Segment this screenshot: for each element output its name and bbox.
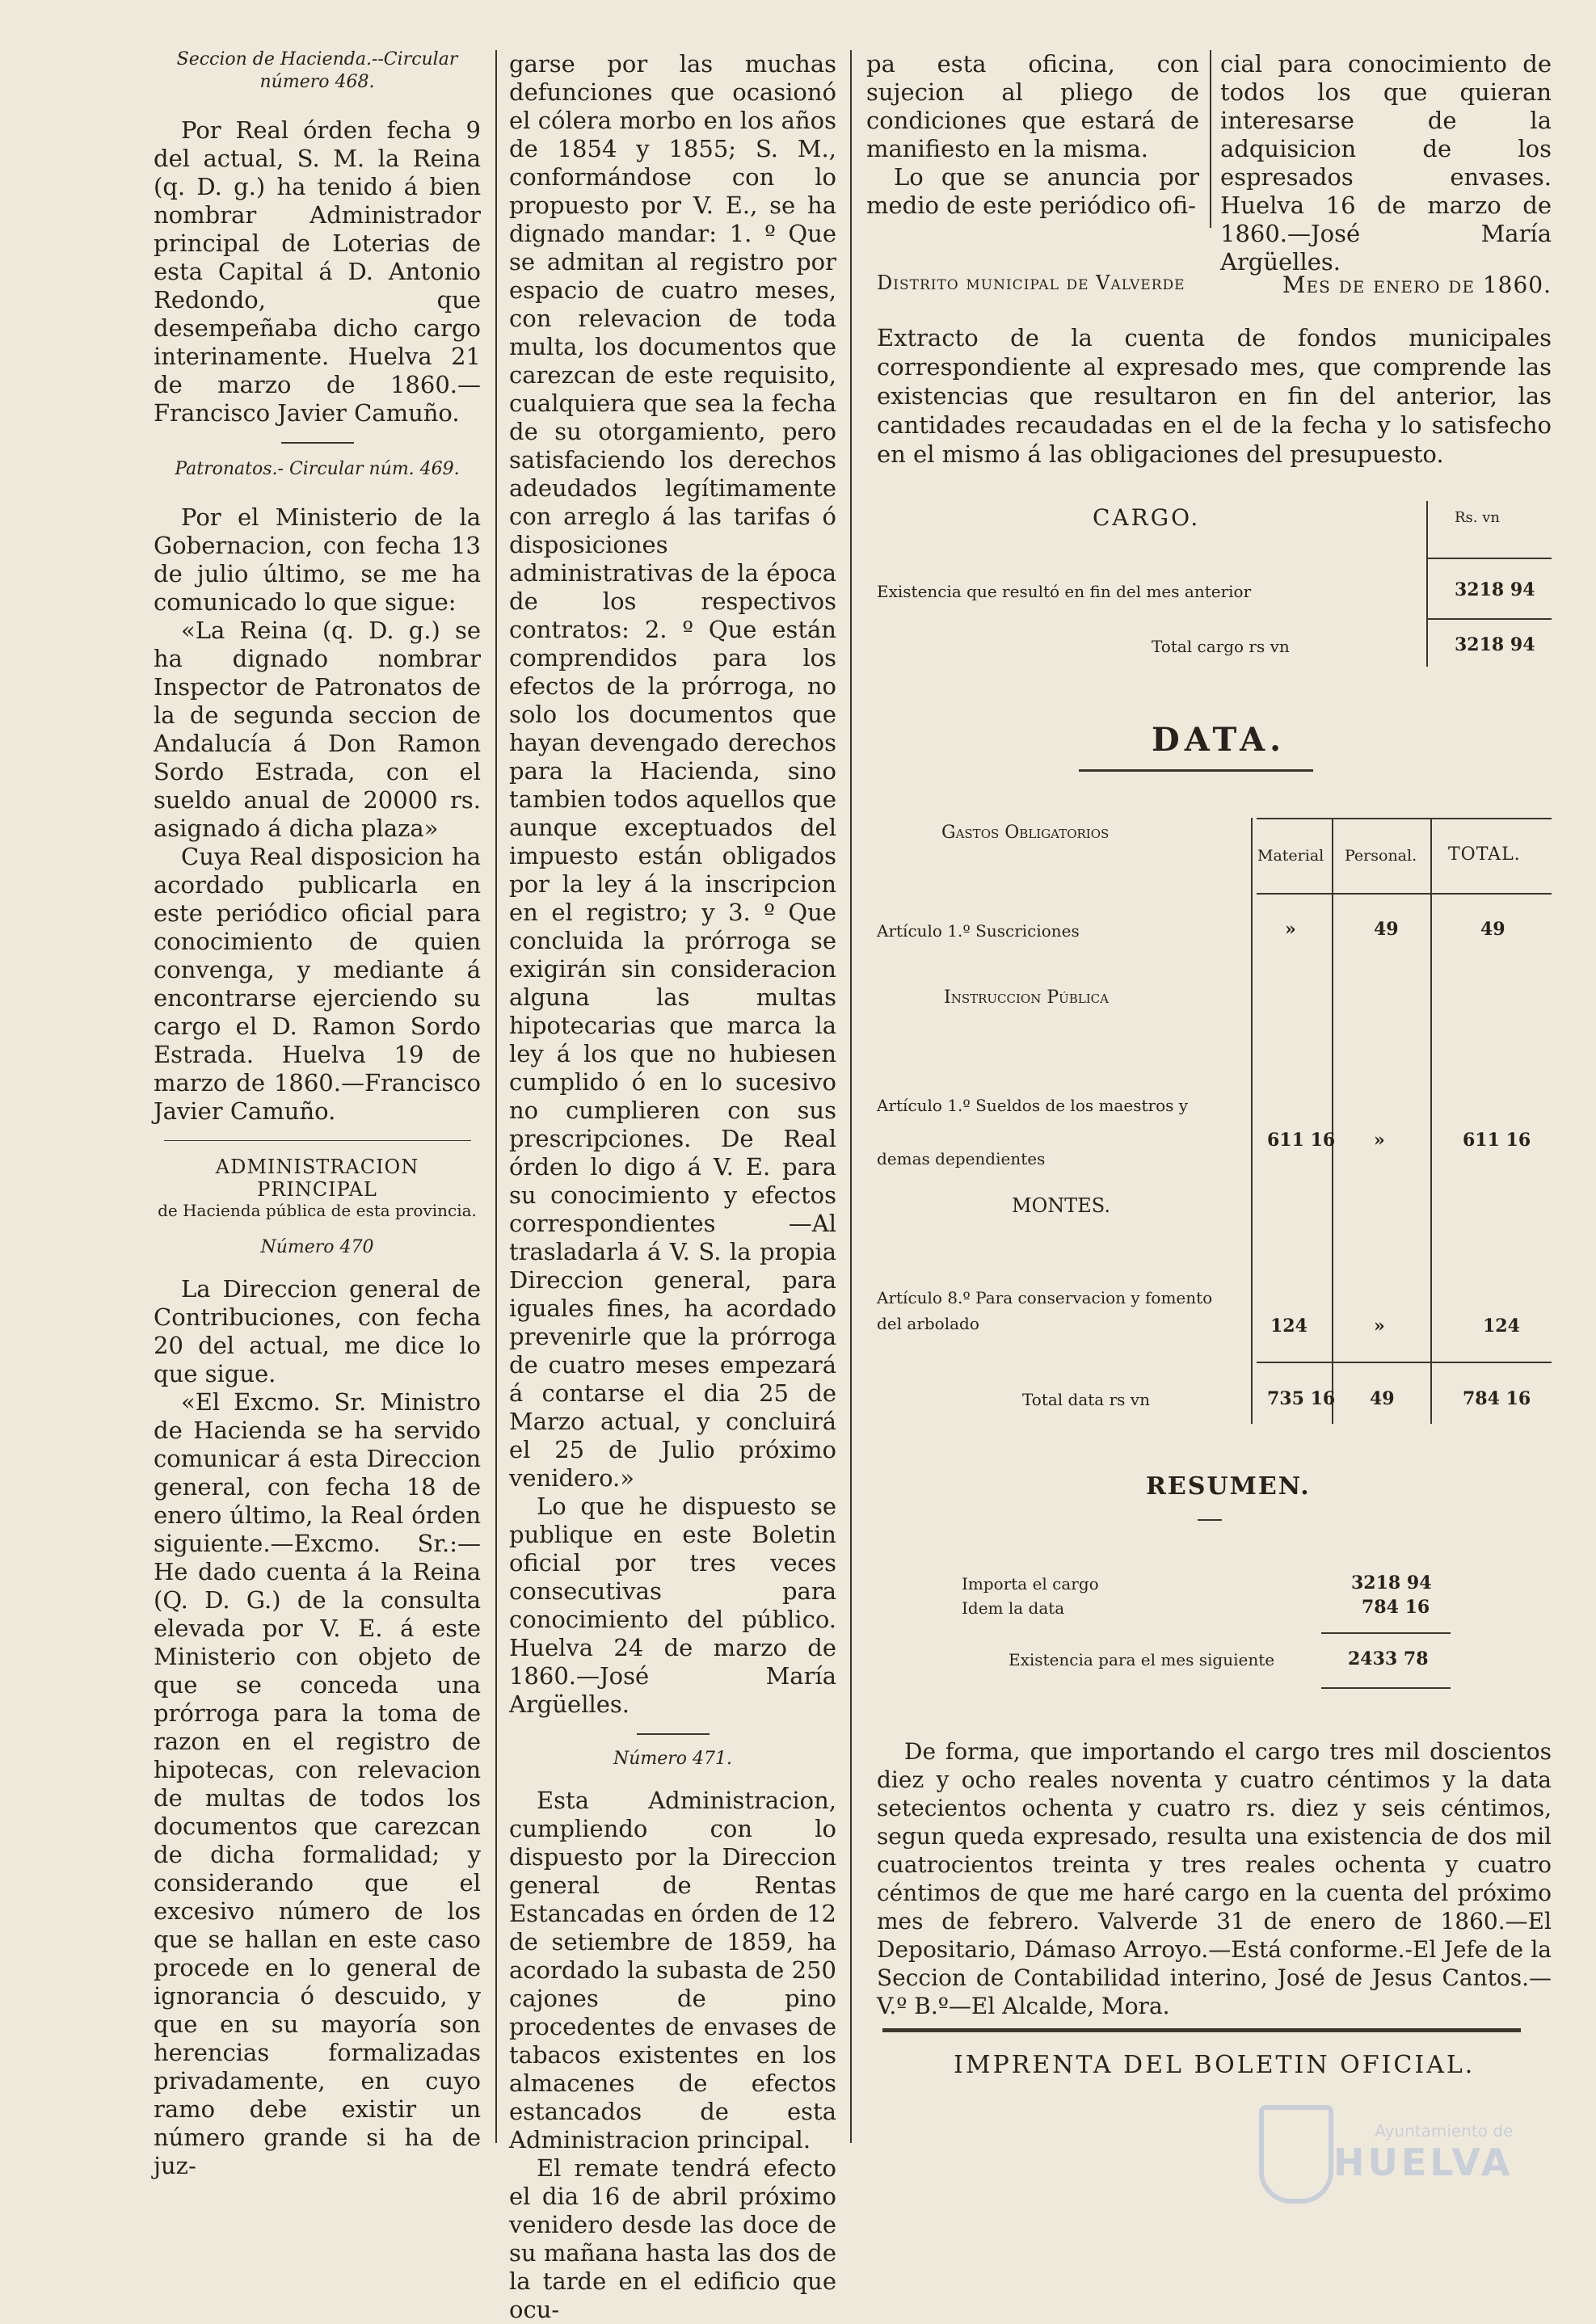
total-header: TOTAL. xyxy=(1448,844,1521,865)
resumen-existencia-label: Existencia para el mes siguiente xyxy=(1009,1650,1275,1669)
shield-icon xyxy=(1259,2105,1333,2204)
ornament-rule xyxy=(1079,769,1313,772)
art1-personal: 49 xyxy=(1374,919,1399,940)
number-470: Número 470 xyxy=(260,1237,374,1257)
data-title: DATA. xyxy=(1152,721,1286,759)
art1-material: » xyxy=(1285,919,1296,940)
table-rule xyxy=(1251,818,1253,1424)
watermark xyxy=(1333,2121,1513,2184)
art1b-label: Artículo 1.º Sueldos de los maestros y demas dependientes xyxy=(877,1096,1189,1168)
table-rule xyxy=(1257,893,1552,895)
cargo-total-value: 3218 94 xyxy=(1455,634,1535,655)
table-rule xyxy=(1426,618,1552,620)
art8-material: 124 xyxy=(1270,1316,1308,1337)
art8-total: 124 xyxy=(1483,1316,1520,1337)
circular-469-header: Patronatos.- Circular núm. 469. xyxy=(175,459,460,479)
circular-469-quote: «La Reina (q. D. g.) se ha dignado nombrar Inspector de Patronatos de la de segunda seccion de Andalucía á Don Ramon Sordo Estrada, con el sueldo anual de 20000 rs. asignado á dicha plaza» xyxy=(154,617,481,842)
cargo-row-label: Existencia que resultó en fin del mes anterior xyxy=(877,582,1252,601)
conclusion-paragraph xyxy=(877,1737,1552,2020)
data-total-total: 784 16 xyxy=(1463,1388,1531,1409)
art1-label: Artículo 1.º Suscriciones xyxy=(877,921,1080,941)
ornament-rule xyxy=(1198,1519,1222,1521)
cargo-title: CARGO. xyxy=(1093,504,1201,531)
district-month: Mes de enero de 1860. xyxy=(1282,272,1552,298)
resumen-existencia-value: 2433 78 xyxy=(1348,1648,1429,1669)
table-rule xyxy=(1257,1362,1552,1363)
resumen-cargo-value: 3218 94 xyxy=(1351,1572,1432,1594)
district-name: Distrito municipal de Valverde xyxy=(877,272,1185,294)
art1b-total: 611 16 xyxy=(1463,1130,1531,1151)
montes-heading: MONTES. xyxy=(1012,1194,1110,1217)
number-470-quote: «El Excmo. Sr. Ministro de Hacienda se ha servido comunicar á esta Direccion general, con fecha 18 de enero último, la Real órden siguiente.—Excmo. Sr.:—He dado cuenta á la Reina (Q. D. G.) de la consulta elevada por V. E. á este Ministerio con objeto de que se conceda una prórroga para la toma de razon en el registro de hipotecas, con relevacion de multas de todos los documentos que carezcan de dicha formalidad; y considerando que el excesivo número de los que se hallan en este caso procede en lo general de ignorancia ó descuido, y que en su mayoría son herencias formalizadas privadamente, en cuyo ramo debe existir un número grande si ha de juz- xyxy=(154,1388,481,2179)
column-rule xyxy=(495,50,497,2143)
circular-469-intro: Por el Ministerio de la Gobernacion, con fecha 13 de julio último, se me ha comunicado lo que sigue: xyxy=(154,503,481,616)
separator xyxy=(281,442,354,444)
table-rule xyxy=(1321,1687,1451,1689)
number-471: Número 471. xyxy=(613,1749,733,1769)
resumen-title: RESUMEN. xyxy=(1146,1472,1311,1501)
separator xyxy=(164,1140,471,1141)
column-2 xyxy=(509,50,836,2324)
account-extract xyxy=(877,323,1552,469)
administracion-title: ADMINISTRACION PRINCIPAL xyxy=(215,1156,419,1201)
table-rule xyxy=(1426,501,1428,667)
subasta-text: Esta Administracion, cumpliendo con lo dispuesto por la Direccion general de Rentas Estancadas en órden de 12 de setiembre de 1859, ha acordado la subasta de 250 cajones de pino procedentes de envases de tabacos existentes en los almacenes de efectos estancados de esta Administracion principal. xyxy=(509,1787,836,2153)
table-rule xyxy=(1257,818,1552,819)
column-1 xyxy=(154,47,481,2180)
resumen-cargo-label: Importa el cargo xyxy=(962,1574,1099,1594)
art1b-material: 611 16 xyxy=(1267,1130,1336,1151)
resumen-data-value: 784 16 xyxy=(1362,1597,1430,1618)
material-header: Material xyxy=(1257,847,1324,865)
cargo-row-value: 3218 94 xyxy=(1455,579,1535,600)
data-total-material: 735 16 xyxy=(1267,1388,1336,1409)
watermark-line1: Ayuntamiento de xyxy=(1375,2121,1514,2141)
imprint: IMPRENTA DEL BOLETIN OFICIAL. xyxy=(954,2051,1476,2079)
column-rule xyxy=(850,50,852,2143)
art8-label: Artículo 8.º Para conservacion y fomento del arbolado xyxy=(877,1288,1213,1333)
art8-personal: » xyxy=(1374,1316,1385,1337)
table-rule xyxy=(1321,1632,1451,1634)
imprint-rule xyxy=(882,2028,1521,2032)
real-orden-text: garse por las muchas defunciones que ocasionó el cólera morbo en los años de 1854 y 1855; S. M., conformándose con lo propuesto por V. E., se ha dignado mandar: 1. º Que se admitan al registro por espacio de cuatro meses, con relevacion de toda multa, los documentos que carezcan de este requisito, cualquiera que sea la fecha de su otorgamiento, pero satisfaciendo los derechos adeudados legítimamente con arreglo á las tarifas ó disposiciones administrativas de la época de los respectivos contratos: 2. º Que están comprendidos para los efectos de la prórroga, no solo los documentos que hayan devengado derechos para la Hacienda, sino tambien todos aquellos que aunque exceptuados del impuesto están obligados por la ley á la inscripcion en el registro; y 3. º Que concluida la prórroga se exigirán sin consideracion alguna las multas hipotecarias que marca la ley á los que no hubiesen cumplido ó en lo sucesivo no cumplieren con sus prescripciones. De Real órden lo digo á V. E. para su conocimiento y efectos correspondientes —Al trasladarla á V. S. la propia Direccion general, para iguales fines, ha acordado prevenirle que la prórroga de cuatro meses empezará á contarse el dia 25 de Marzo actual, y concluirá el 25 de Julio próximo venidero.» xyxy=(509,50,836,1492)
real-orden-closing: Lo que he dispuesto se publique en este Boletin oficial por tres veces consecutivas para conocimiento del público. Huelva 24 de marzo de 1860.—José María Argüelles. xyxy=(509,1492,836,1718)
circular-469-closing: Cuya Real disposicion ha acordado publicarla en este periódico oficial para conocimiento de quien convenga, y mediante á encontrarse ejerciendo su cargo el D. Ramon Sordo Estrada. Huelva 19 de marzo de 1860.—Francisco Javier Camuño. xyxy=(154,843,481,1125)
remate-text: El remate tendrá efecto el dia 16 de abril próximo venidero desde las doce de su mañana hasta las dos de la tarde en el edificio que ocu- xyxy=(509,2154,836,2323)
anuncio-continuation: cial para conocimiento de todos los que quieran interesarse de la adquisicion de los espresados envases. Huelva 16 de marzo de 1860.—José María Argüelles. xyxy=(1220,50,1552,276)
watermark-line2: HUELVA xyxy=(1333,2141,1514,2184)
art1-total: 49 xyxy=(1480,919,1505,940)
circular-468-text: Por Real órden fecha 9 del actual, S. M. la Reina (q. D. g.) ha tenido á bien nombrar Administrador principal de Loterias de esta Capital á D. Antonio Redondo, que desempeñaba dicho cargo interinamente. Huelva 21 de marzo de 1860.—Francisco Javier Camuño. xyxy=(154,116,481,427)
data-total-label: Total data rs vn xyxy=(1022,1390,1150,1409)
table-rule xyxy=(1332,818,1333,1424)
anuncio-text: Lo que se anuncia por medio de este periódico ofi- xyxy=(866,163,1199,219)
column-rule xyxy=(1210,50,1211,228)
district-header xyxy=(877,272,1552,298)
administracion-subtitle: de Hacienda pública de esta provincia. xyxy=(158,1201,477,1220)
cargo-total-label: Total cargo rs vn xyxy=(1152,637,1290,656)
extract-text: Extracto de la cuenta de fondos municipales correspondiente al expresado mes, que comprende las existencias que resultaron en fin del anterior, las cantidades recaudadas en el de la fecha y lo satisfecho en el mismo á las obligaciones del presupuesto. xyxy=(877,324,1552,468)
personal-header: Personal. xyxy=(1345,847,1417,865)
separator xyxy=(637,1733,710,1735)
column-4 xyxy=(1220,50,1552,276)
circular-468-header: Seccion de Hacienda.--Circular número 468. xyxy=(176,49,458,92)
cargo-column-header: Rs. vn xyxy=(1455,509,1500,526)
subasta-continuation: pa esta oficina, con sujecion al pliego de condiciones que estará de manifiesto en la misma. xyxy=(866,50,1199,162)
number-470-intro: La Direccion general de Contribuciones, con fecha 20 del actual, me dice lo que sigue. xyxy=(154,1275,481,1387)
instruccion-heading: Instruccion Pública xyxy=(944,987,1109,1008)
conclusion-text: De forma, que importando el cargo tres mil doscientos diez y ocho reales noventa y cuatro céntimos y la data setecientos ochenta y cuatro rs. diez y seis céntimos, segun queda expresado, resulta una existencia de dos mil cuatrocientos treinta y tres reales ochenta y cuatro céntimos de que me haré cargo en la cuenta del próximo mes de febrero. Valverde 31 de enero de 1860.—El Depositario, Dámaso Arroyo.—Está conforme.-El Jefe de la Seccion de Contabilidad interino, José de Jesus Cantos.—V.º B.º—El Alcalde, Mora. xyxy=(877,1738,1552,2019)
resumen-data-label: Idem la data xyxy=(962,1598,1065,1618)
data-total-personal: 49 xyxy=(1370,1388,1395,1409)
art1b-personal: » xyxy=(1374,1130,1385,1151)
table-rule xyxy=(1430,818,1432,1424)
column-3 xyxy=(866,50,1199,220)
gastos-heading: Gastos Obligatorios xyxy=(941,823,1110,843)
table-rule xyxy=(1426,558,1552,559)
